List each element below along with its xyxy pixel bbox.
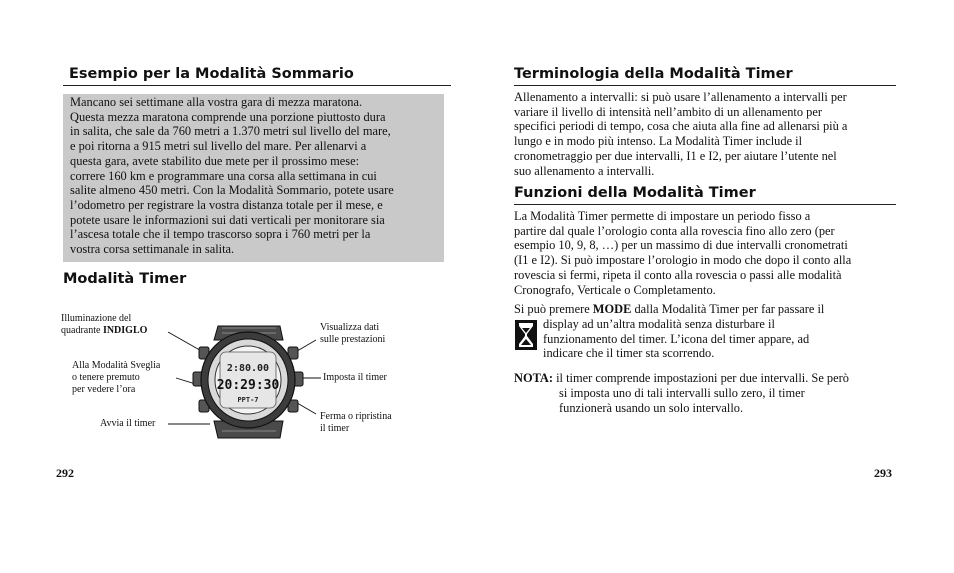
callout-text: Imposta il timer <box>323 372 387 383</box>
text-line: cronometraggio per due intervalli, I1 e I2, per aiutare l’utente nel <box>514 148 837 163</box>
callout-view-data <box>320 322 385 346</box>
note-paragraph-indented <box>559 386 904 415</box>
text-line: questa gara, avete stabilito due mete per il prossimo mese: <box>70 153 360 168</box>
callout-text: Avvia il timer <box>100 418 156 429</box>
text-line: suo allenamento a intervalli. <box>514 163 655 178</box>
page-number-right: 293 <box>874 466 892 480</box>
text-line: potete usare le informazioni sui dati verticali per monitorare sia <box>70 212 385 227</box>
text-line: l’odometro per registrare la vostra distanza totale per il mese, e <box>70 197 383 212</box>
text-line: esempio 10, 9, 8, …) per un massimo di due intervalli cronometrati <box>514 238 848 253</box>
text-line: funzionerà usando un solo intervallo. <box>559 400 744 415</box>
section-rule <box>514 204 896 205</box>
mode-paragraph <box>514 302 899 317</box>
callout-text: sulle prestazioni <box>320 334 386 345</box>
section-title-terminology: Terminologia della Modalità Timer <box>514 66 793 82</box>
callout-text: per vedere l’ora <box>72 384 136 395</box>
callout-text <box>61 325 147 337</box>
callout-text: il timer <box>320 423 350 434</box>
functions-text <box>514 209 899 297</box>
text-line: funzionamento del timer. L’icona del timer appare, ad <box>543 331 810 346</box>
lcd-main-readout: 20:29:30 <box>216 378 280 393</box>
mode-paragraph-indented <box>543 317 903 361</box>
callout-set-timer <box>323 372 387 384</box>
text-line: l’ascesa totale che il tempo trascorso sopra i 760 metri per la <box>70 227 371 242</box>
text-line: specifici periodi di tempo, cosa che aiuta alla fine ad allenarsi più a <box>514 119 848 134</box>
section-title-summary-example: Esempio per la Modalità Sommario <box>69 66 354 82</box>
text-line: correre 160 km e programmare una corsa alla settimana in cui <box>70 168 377 183</box>
text-line: Allenamento a intervalli: si può usare l’allenamento a intervalli per <box>514 90 847 104</box>
callout-text: Illuminazione del <box>61 313 132 324</box>
text-line: (I1 e I2). Si può impostare l’orologio in modo che dopo il conto alla <box>514 253 852 268</box>
text-line: si imposta uno di tali intervalli sullo zero, il timer <box>559 386 805 400</box>
text-line: Questa mezza maratona comprende una porzione piuttosto dura <box>70 109 386 124</box>
text-line: rovescia si fermi, ripeta il conto alla rovescia o passi alle modalità <box>514 267 842 282</box>
text-span: il timer comprende impostazioni per due intervalli. Se però <box>553 371 849 385</box>
text-line: e poi ritorna a 915 metri sul livello del mare. Per allenarvi a <box>70 139 367 154</box>
text-line: in salita, che sale da 760 metri a 1.370 metri sul livello del mare, <box>70 124 391 139</box>
callout-text: Alla Modalità Sveglia <box>72 360 161 371</box>
text-line: display ad un’altra modalità senza disturbare il <box>543 317 775 331</box>
mode-button-label: MODE <box>592 302 632 316</box>
text-span: dalla Modalità Timer per far passare il <box>631 302 825 316</box>
text-line <box>514 371 899 386</box>
text-line: indicare che il timer sta scorrendo. <box>543 346 715 361</box>
text-line: partire dal quale l’orologio conta alla rovescia fino allo zero (per <box>514 223 835 238</box>
text-line: variare il livello di intensità nell’ambito di un allenamento per <box>514 104 822 119</box>
lcd-top-readout: 2:80.00 <box>226 363 270 374</box>
page-number-left: 292 <box>56 466 74 480</box>
note-paragraph <box>514 371 899 386</box>
note-label: NOTA: <box>514 371 554 385</box>
callout-text: Ferma o ripristina <box>320 411 392 422</box>
text-line: lungo e in modo più intenso. La Modalità Timer include il <box>514 134 803 149</box>
terminology-text <box>514 90 899 178</box>
callout-text: Visualizza dati <box>320 322 380 333</box>
section-title-timer-mode: Modalità Timer <box>63 271 187 287</box>
text-line: vostra corsa settimanale in salita. <box>70 242 235 257</box>
callout-text: o tenere premuto <box>72 372 140 383</box>
indiglo-label: INDIGLO <box>102 325 148 336</box>
text-span: Si può premere <box>514 302 593 316</box>
callout-start-timer <box>100 418 155 430</box>
text-line: salite almeno 450 metri. Con la Modalità Sommario, potete usare <box>70 183 394 198</box>
callout-text: quadrante <box>61 325 103 336</box>
callout-alarm <box>72 360 160 396</box>
text-line: La Modalità Timer permette di impostare un periodo fisso a <box>514 209 811 223</box>
lcd-bottom-readout: PPT-7 <box>237 396 259 404</box>
text-line <box>514 302 899 317</box>
callout-stop-reset <box>320 411 392 435</box>
section-title-functions: Funzioni della Modalità Timer <box>514 185 756 201</box>
hourglass-icon <box>515 320 537 350</box>
section-rule <box>514 85 896 86</box>
text-line: Cronografo, Verticale o Completamento. <box>514 282 716 297</box>
callout-indiglo <box>61 313 147 337</box>
text-line: Mancano sei settimane alla vostra gara di mezza maratona. <box>70 95 363 109</box>
